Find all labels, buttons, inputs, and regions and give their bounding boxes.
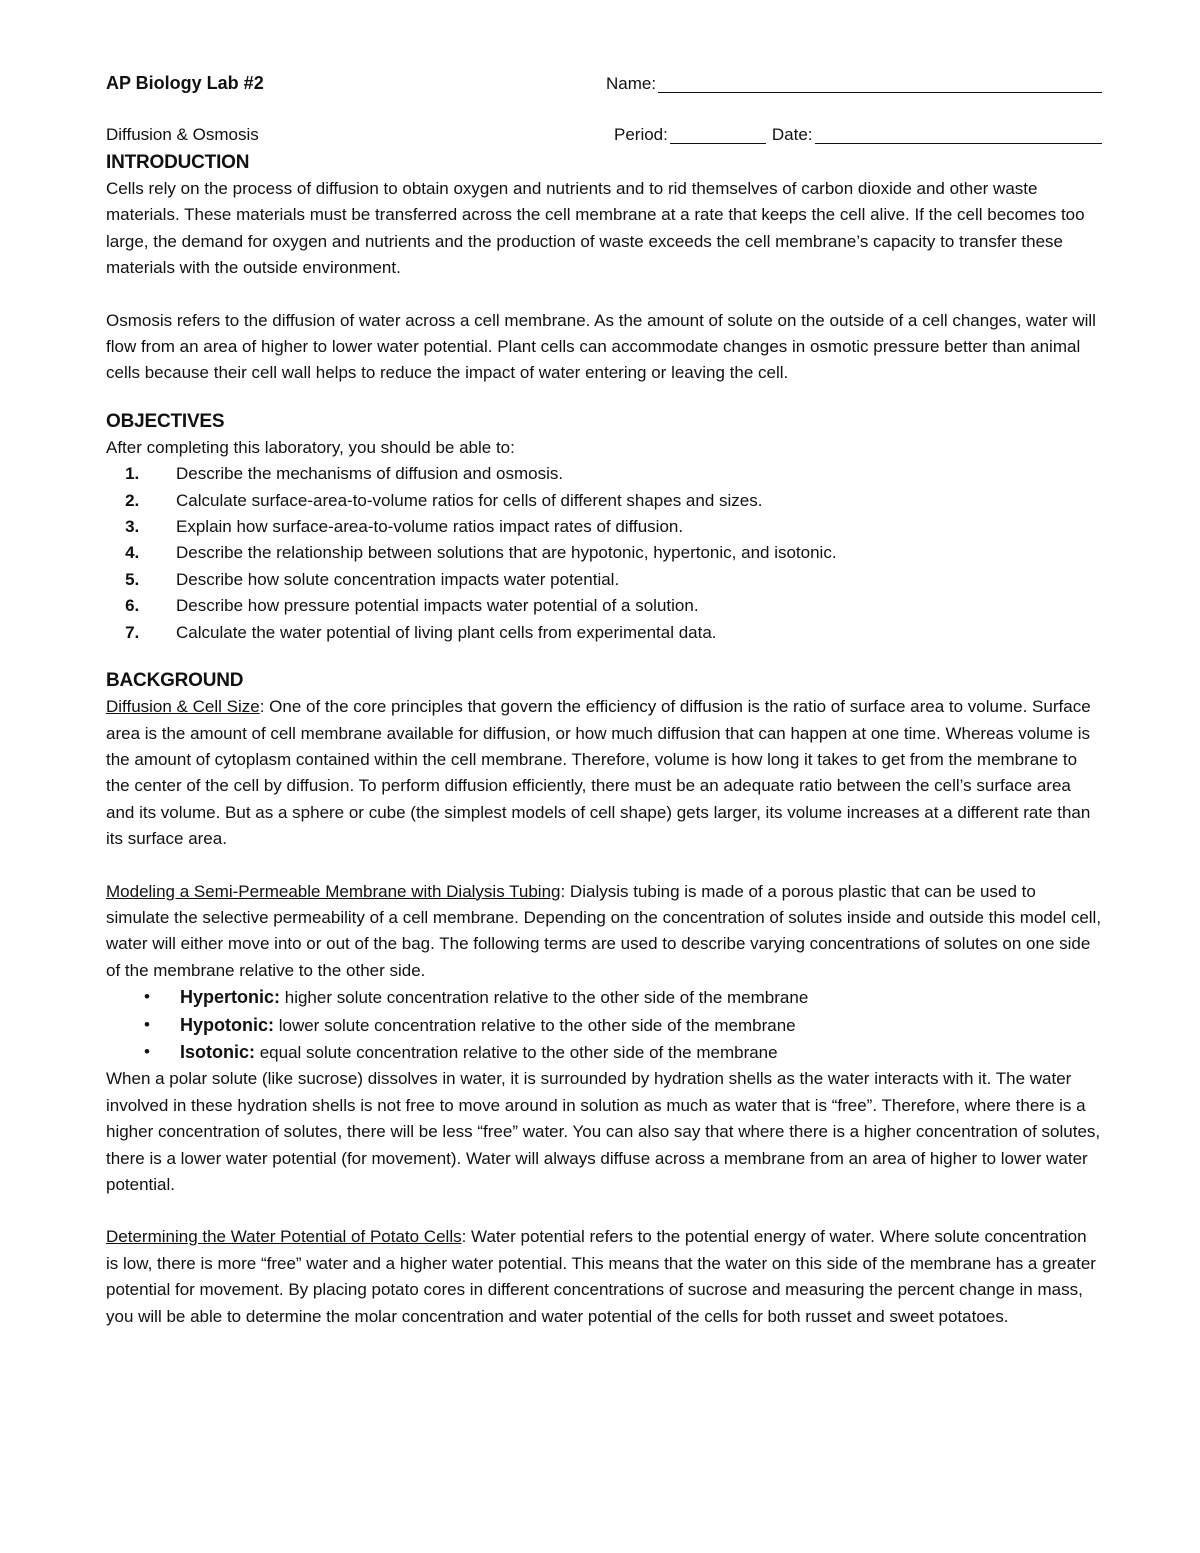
term-definition: equal solute concentration relative to the other side of the membrane <box>255 1042 778 1062</box>
cell-size-title: Diffusion & Cell Size <box>106 697 260 717</box>
introduction-paragraph-2: Osmosis refers to the diffusion of water across a cell membrane. As the amount of solute on the outside of a cell changes, water will flow from an area of higher to lower water potential. Plant cells can accommodate changes in osmotic pressure better than animal cells because their cell wall helps to reduce the impact of water entering or leaving the cell. <box>106 310 1096 383</box>
potato-text: : Water potential refers to the potential energy of water. Where solute concentration is low, there is more “free” water and a higher water potential. This means that the water on this side of the membrane has a greater potential for movement. By placing potato cores in different concentrations of sucrose and measuring the percent change in mass, you will be able to determine the molar concentration and water potential of the cells for both russet and sweet potatoes. <box>106 1227 1096 1326</box>
header-row-2 <box>106 122 1102 150</box>
dialysis-paragraph <box>106 879 1102 985</box>
hydration-paragraph: When a polar solute (like sucrose) dissolves in water, it is surrounded by hydration shells as the water interacts with it. The water involved in these hydration shells is not free to move around in solution as much as water that is “free”. Therefore, where there is a higher concentration of solutes, there will be less “free” water. You can also say that where there is a higher concentration of solutes, there is a lower water potential (for movement). Water will always diffuse across a membrane from an area of higher to lower water potential. <box>106 1069 1101 1194</box>
date-blank[interactable] <box>815 122 1102 144</box>
lab-subtitle: Diffusion & Osmosis <box>106 125 259 144</box>
background-section <box>106 668 1102 1330</box>
term-item-hypertonic <box>144 984 1102 1011</box>
term-definition: higher solute concentration relative to the other side of the membrane <box>280 988 809 1008</box>
objective-item: 1. Describe the mechanisms of diffusion and osmosis. <box>144 461 1102 487</box>
objective-item: 3. Explain how surface-area-to-volume ratios impact rates of diffusion. <box>144 514 1102 540</box>
bullet-icon: • <box>144 1014 150 1034</box>
dialysis-text: : Dialysis tubing is made of a porous plastic that can be used to simulate the selective permeability of a cell membrane. Depending on the concentration of solutes inside and outside this model cell, water will either move into or out of the bag. The following terms are used to describe varying concentrations of solutes on one side of the membrane relative to the other side. <box>106 881 1102 980</box>
name-blank[interactable] <box>658 71 1102 93</box>
objective-item: 5. Describe how solute concentration impacts water potential. <box>144 567 1102 593</box>
objective-item: 7. Calculate the water potential of living plant cells from experimental data. <box>144 620 1102 646</box>
period-date-fields <box>606 122 1102 148</box>
cell-size-paragraph <box>106 694 1102 852</box>
bullet-icon: • <box>144 1041 150 1061</box>
period-blank[interactable] <box>670 122 766 144</box>
introduction-paragraph-1: Cells rely on the process of diffusion to obtain oxygen and nutrients and to rid themselves of carbon dioxide and other waste materials. These materials must be transferred across the cell membrane at a rate that keeps the cell alive. If the cell becomes too large, the demand for oxygen and nutrients and the production of waste exceeds the cell membrane’s capacity to transfer these materials with the outside environment. <box>106 179 1085 278</box>
objectives-intro: After completing this laboratory, you should be able to: <box>106 437 515 457</box>
objectives-section <box>106 409 1102 646</box>
tonicity-terms-list <box>106 984 1102 1066</box>
introduction-section <box>106 150 1102 387</box>
background-heading: BACKGROUND <box>106 670 244 692</box>
name-label: Name: <box>606 74 657 93</box>
header-row-1 <box>106 70 1102 102</box>
objective-item: 6. Describe how pressure potential impacts water potential of a solution. <box>144 593 1102 619</box>
objective-item: 2. Calculate surface-area-to-volume ratios for cells of different shapes and sizes. <box>144 488 1102 514</box>
term-item-hypotonic <box>144 1012 1102 1039</box>
introduction-heading: INTRODUCTION <box>106 152 250 173</box>
term-label: Hypotonic: <box>180 1014 274 1035</box>
dialysis-title: Modeling a Semi-Permeable Membrane with Dialysis Tubing <box>106 881 561 901</box>
objective-item: 4. Describe the relationship between solutions that are hypotonic, hypertonic, and isotonic. <box>144 540 1102 566</box>
potato-title: Determining the Water Potential of Potato Cells <box>106 1227 462 1247</box>
cell-size-text: : One of the core principles that govern the efficiency of diffusion is the ratio of surface area to volume. Surface area is the amount of cell membrane available for diffusion, or how much diffusion that can happen at one time. Whereas volume is the amount of cytoplasm contained within the cell membrane. Therefore, volume is how long it takes to get from the membrane to the center of the cell by diffusion. To perform diffusion efficiently, there must be an adequate ratio between the cell’s surface area and its volume. But as a sphere or cube (the simplest models of cell shape) gets larger, its volume increases at a different rate than its surface area. <box>106 697 1091 849</box>
term-label: Hypertonic: <box>180 987 281 1008</box>
lab-title: AP Biology Lab #2 <box>106 73 264 93</box>
objectives-list <box>106 461 1102 646</box>
bullet-icon: • <box>144 987 150 1007</box>
objectives-heading: OBJECTIVES <box>106 410 225 432</box>
name-field <box>606 71 1102 97</box>
term-label: Isotonic: <box>180 1041 255 1062</box>
date-label: Date: <box>771 125 813 144</box>
period-label: Period: <box>614 125 668 144</box>
term-item-isotonic <box>144 1039 1102 1066</box>
term-definition: lower solute concentration relative to the other side of the membrane <box>274 1015 796 1035</box>
potato-paragraph <box>106 1224 1102 1330</box>
